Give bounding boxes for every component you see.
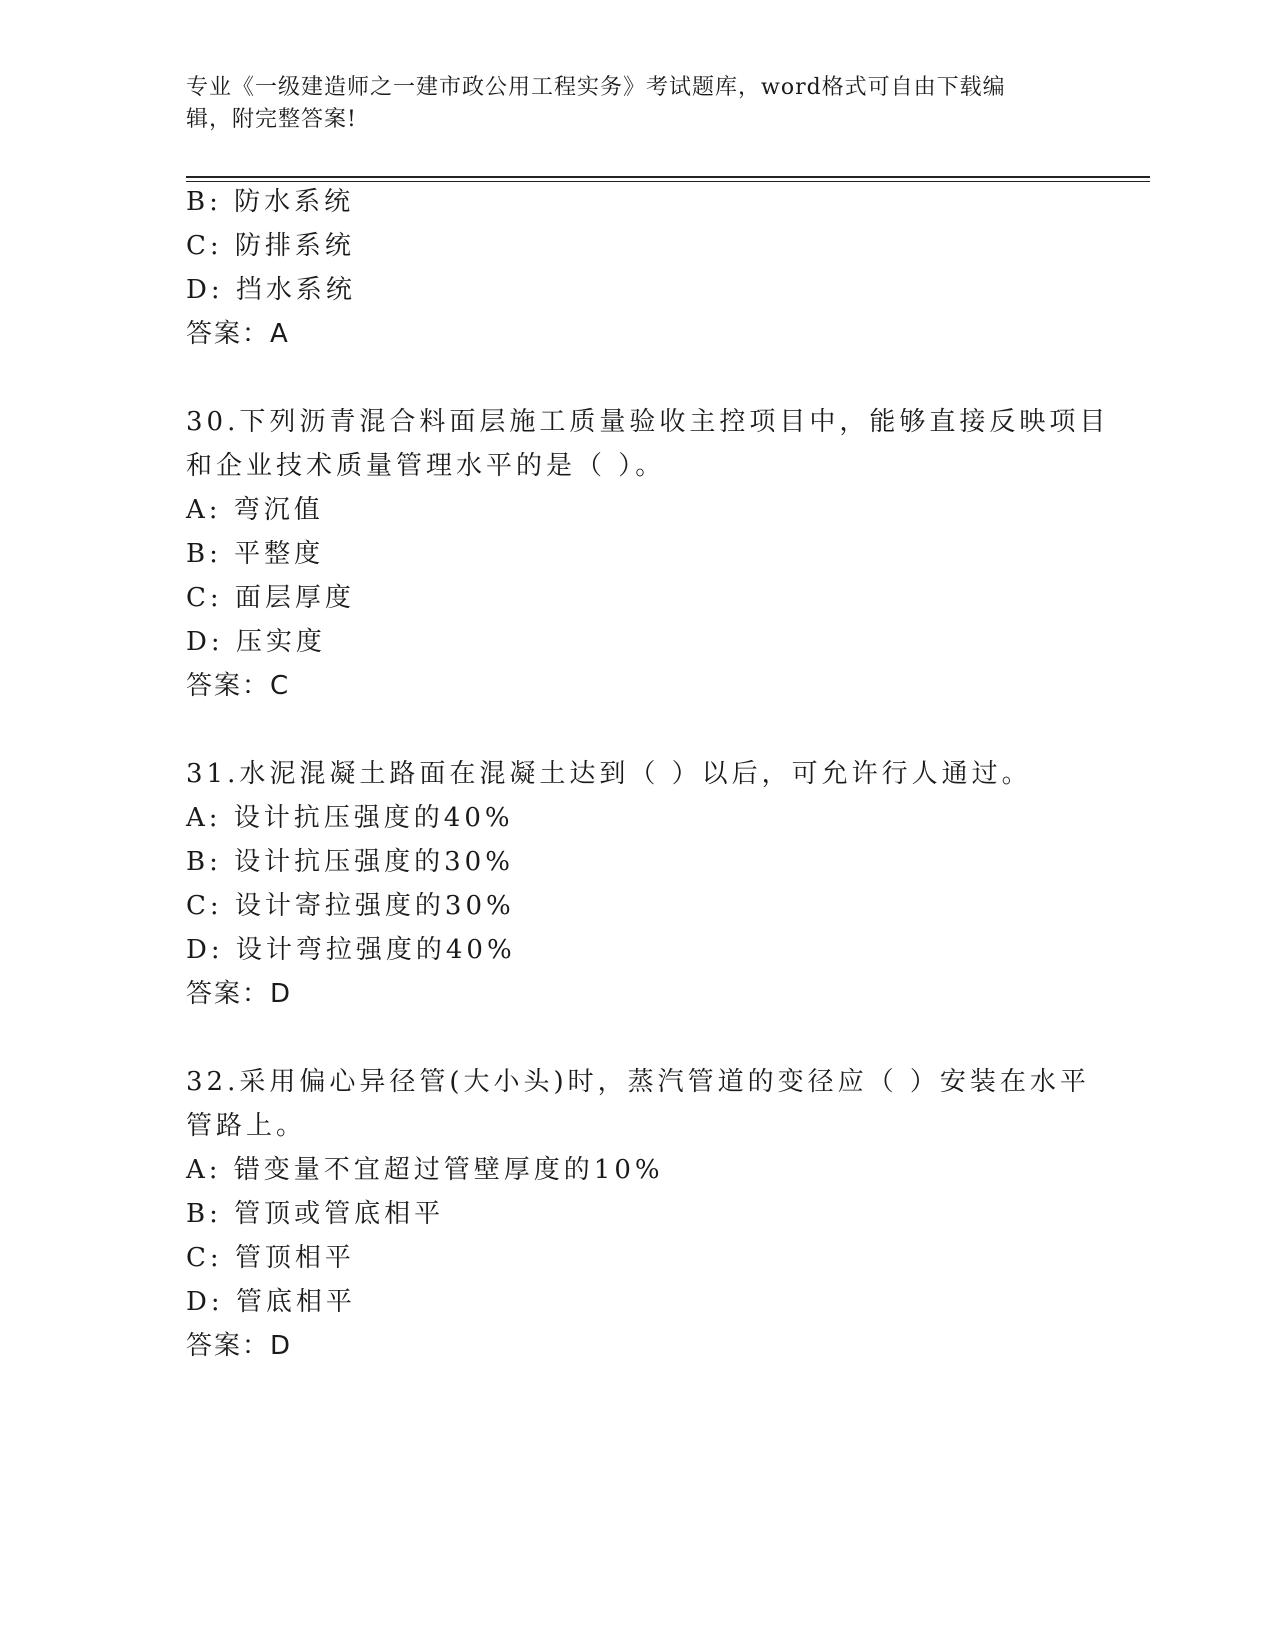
answer-line: 答案：A (186, 319, 290, 349)
option-line: B: 平整度 (186, 539, 325, 569)
option-line: C: 设计寄拉强度的30% (186, 891, 515, 921)
header-line-1: 专业《一级建造师之一建市政公用工程实务》考试题库，word格式可自由下载编 (186, 75, 1006, 100)
option-line: C: 面层厚度 (186, 583, 355, 613)
header-divider (186, 176, 1150, 178)
option-line: B: 管顶或管底相平 (186, 1199, 445, 1229)
document-header (186, 72, 1076, 136)
option-line: D: 挡水系统 (186, 275, 356, 305)
option-line: D: 设计弯拉强度的40% (186, 935, 516, 965)
question-text: 和企业技术质量管理水平的是（ ）。 (186, 451, 666, 481)
option-line: B: 设计抗压强度的30% (186, 847, 514, 877)
answer-line: 答案：D (186, 979, 293, 1009)
header-line-2: 辑，附完整答案! (186, 107, 357, 132)
option-line: A: 弯沉值 (186, 495, 324, 525)
answer-line: 答案：D (186, 1331, 293, 1361)
question-text: 32.采用偏心异径管(大小头)时，蒸汽管道的变径应（ ）安装在水平 (186, 1067, 1090, 1097)
question-text: 31.水泥混凝土路面在混凝土达到（ ）以后，可允许行人通过。 (186, 759, 1032, 789)
option-line: D: 压实度 (186, 627, 326, 657)
option-line: C: 防排系统 (186, 231, 355, 261)
answer-line: 答案：C (186, 671, 291, 701)
option-line: B: 防水系统 (186, 187, 355, 217)
question-text: 管路上。 (186, 1111, 307, 1141)
option-line: A: 设计抗压强度的40% (186, 803, 514, 833)
option-line: A: 错变量不宜超过管壁厚度的10% (186, 1155, 664, 1185)
question-text: 30.下列沥青混合料面层施工质量验收主控项目中，能够直接反映项目 (186, 407, 1110, 437)
option-line: C: 管顶相平 (186, 1243, 355, 1273)
header-divider-thin (186, 181, 1150, 182)
option-line: D: 管底相平 (186, 1287, 356, 1317)
